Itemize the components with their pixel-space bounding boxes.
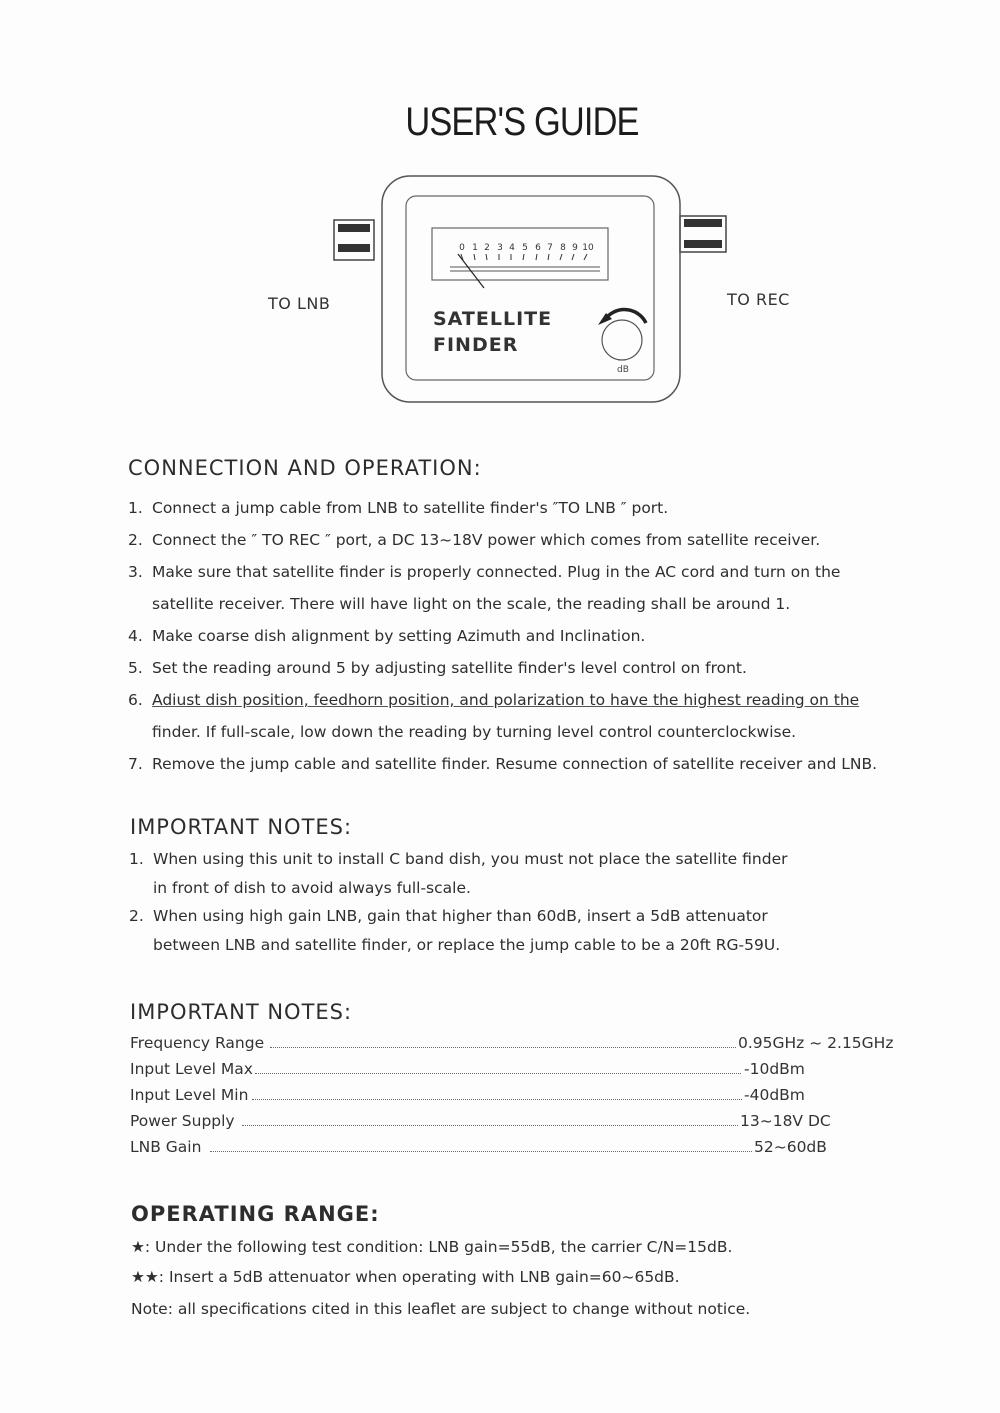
spec-row xyxy=(130,1112,910,1138)
scale-number: 6 xyxy=(535,243,541,253)
scale-number: 3 xyxy=(497,243,503,253)
disclaimer-note: Note: all specifications cited in this leaflet are subject to change without notice. xyxy=(131,1300,751,1318)
list-item: 2. Connect the ″ TO REC ″ port, a DC 13~18V power which comes from satellite receiver. xyxy=(128,531,821,549)
list-item: 5. Set the reading around 5 by adjusting satellite finder's level control on front. xyxy=(128,659,747,677)
scale-number: 7 xyxy=(547,243,553,253)
spec-label: Frequency Range xyxy=(130,1034,265,1052)
spec-label: Input Level Min xyxy=(130,1086,249,1104)
spec-value: 52~60dB xyxy=(754,1138,827,1156)
rec-connector-icon xyxy=(680,216,726,252)
scale-number: 8 xyxy=(560,243,566,253)
scale-number: 1 xyxy=(472,243,478,253)
list-item: 4. Make coarse dish alignment by setting Azimuth and Inclination. xyxy=(128,627,646,645)
spec-row xyxy=(130,1138,910,1164)
list-item: 3. Make sure that satellite finder is properly connected. Plug in the AC cord and turn on the satellite receiver. There will have light on the scale, the reading shall be around 1. xyxy=(128,563,841,613)
level-knob-icon xyxy=(598,310,646,375)
to-rec-label: TO REC xyxy=(727,290,790,309)
knob-db-label: dB xyxy=(617,365,629,375)
specs-heading: IMPORTANT NOTES: xyxy=(130,1000,353,1024)
spec-value: -10dBm xyxy=(744,1060,805,1078)
satellite-finder-illustration xyxy=(320,172,740,407)
operating-note-1: ★: Under the following test condition: LNB gain=55dB, the carrier C/N=15dB. xyxy=(131,1238,733,1256)
scale-number: 10 xyxy=(582,243,594,253)
spec-value: -40dBm xyxy=(744,1086,805,1104)
spec-label: Input Level Max xyxy=(130,1060,253,1078)
operating-note-2: ★★: Insert a 5dB attenuator when operating with LNB gain=60~65dB. xyxy=(131,1268,680,1286)
important-notes-heading: IMPORTANT NOTES: xyxy=(130,815,353,839)
device-name-line1: SATELLITE xyxy=(433,308,553,330)
spec-label: Power Supply xyxy=(130,1112,235,1130)
connection-heading: CONNECTION AND OPERATION: xyxy=(128,456,482,480)
spec-row xyxy=(130,1086,910,1112)
to-lnb-label: TO LNB xyxy=(268,294,331,313)
scale-number: 4 xyxy=(509,243,515,253)
connection-list xyxy=(128,492,932,780)
scale-number: 9 xyxy=(572,243,578,253)
scale-number: 0 xyxy=(459,243,465,253)
spec-value: 0.95GHz ~ 2.15GHz xyxy=(738,1034,894,1052)
list-item: 7. Remove the jump cable and satellite finder. Resume connection of satellite receiver and LNB. xyxy=(128,755,878,773)
spec-row xyxy=(130,1034,910,1060)
lnb-connector-icon xyxy=(334,220,374,260)
device-name-line2: FINDER xyxy=(433,334,519,356)
list-item: 1. When using this unit to install C band dish, you must not place the satellite finder in front of dish to avoid always full-scale. xyxy=(129,850,788,897)
notes-list xyxy=(129,845,913,959)
list-item: 6. Adiust dish position, feedhorn position, and polarization to have the highest reading on the finder. If full-scale, low down the reading by turning level control counterclockwise. xyxy=(128,691,860,741)
page-title: USER'S GUIDE xyxy=(405,100,639,144)
list-item: 1. Connect a jump cable from LNB to satellite finder's ″TO LNB ″ port. xyxy=(128,499,669,517)
scale-number: 5 xyxy=(522,243,528,253)
scale-number: 2 xyxy=(484,243,490,253)
spec-label: LNB Gain xyxy=(130,1138,202,1156)
spec-value: 13~18V DC xyxy=(740,1112,831,1130)
operating-range-heading: OPERATING RANGE: xyxy=(131,1202,380,1226)
spec-row xyxy=(130,1060,910,1086)
list-item: 2. When using high gain LNB, gain that higher than 60dB, insert a 5dB attenuator between LNB and satellite finder, or replace the jump cable to be a 20ft RG-59U. xyxy=(129,907,781,954)
